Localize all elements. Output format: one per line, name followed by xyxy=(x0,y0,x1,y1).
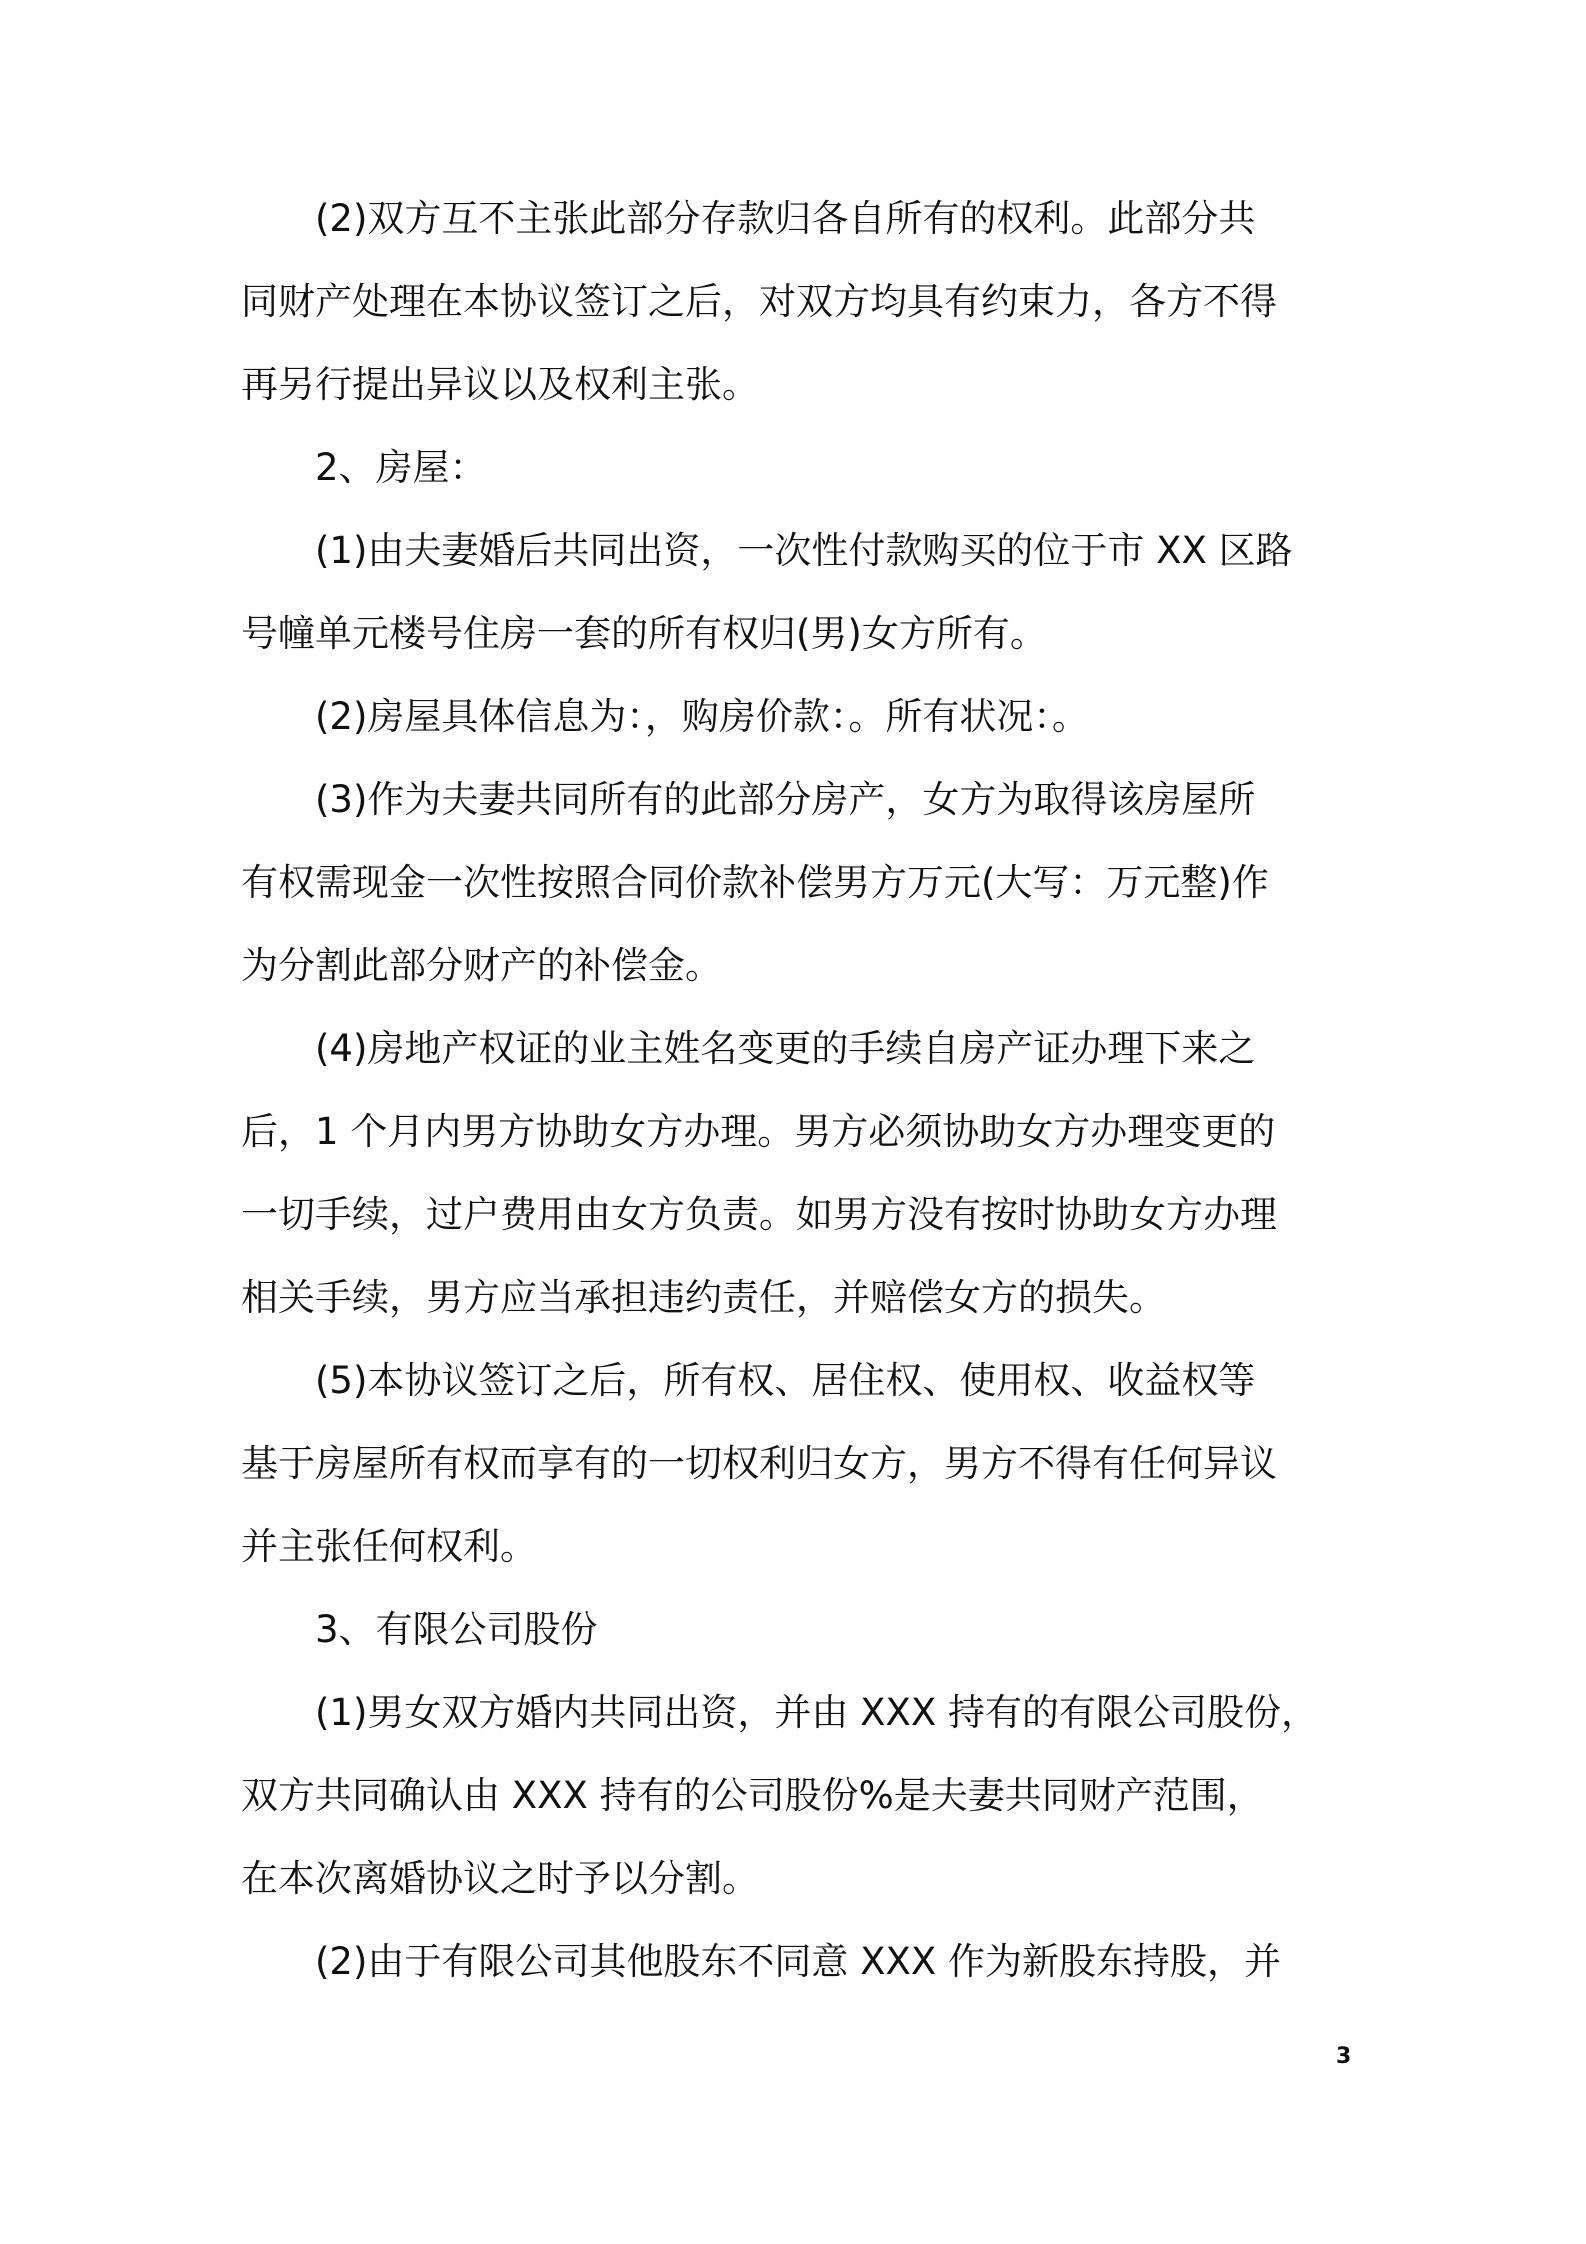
text-line: 基于房屋所有权而享有的一切权利归女方，男方不得有任何异议 xyxy=(241,1442,1277,1485)
text-line: (3)作为夫妻共同所有的此部分房产，女方为取得该房屋所 xyxy=(241,778,1256,821)
text-line: 为分割此部分财产的补偿金。 xyxy=(241,944,722,987)
text-line: (2)由于有限公司其他股东不同意 XXX 作为新股东持股，并 xyxy=(241,1940,1281,1983)
text-line: 双方共同确认由 XXX 持有的公司股份%是夫妻共同财产范围， xyxy=(241,1774,1264,1817)
section-heading: 3、有限公司股份 xyxy=(241,1608,598,1651)
text-line: 并主张任何权利。 xyxy=(241,1525,537,1568)
text-line: 一切手续，过户费用由女方负责。如男方没有按时协助女方办理 xyxy=(241,1193,1277,1236)
page-number: 3 xyxy=(1336,2044,1352,2069)
text-line: 有权需现金一次性按照合同价款补偿男方万元(大写：万元整)作 xyxy=(241,861,1269,904)
section-heading: 2、房屋： xyxy=(241,446,487,489)
text-line: (1)由夫妻婚后共同出资，一次性付款购买的位于市 XX 区路 xyxy=(241,529,1293,572)
text-line: 同财产处理在本协议签订之后，对双方均具有约束力，各方不得 xyxy=(241,280,1277,323)
text-line: (5)本协议签订之后，所有权、居住权、使用权、收益权等 xyxy=(241,1359,1256,1402)
text-line: (4)房地产权证的业主姓名变更的手续自房产证办理下来之 xyxy=(241,1027,1256,1070)
text-line: 再另行提出异议以及权利主张。 xyxy=(241,363,759,406)
text-line: 后，1 个月内男方协助女方办理。男方必须协助女方办理变更的 xyxy=(241,1110,1276,1153)
text-line: 相关手续，男方应当承担违约责任，并赔偿女方的损失。 xyxy=(241,1276,1166,1319)
text-line: 在本次离婚协议之时予以分割。 xyxy=(241,1857,759,1900)
text-line: (2)房屋具体信息为：，购房价款：。所有状况：。 xyxy=(241,695,1089,738)
text-line: 号幢单元楼号住房一套的所有权归(男)女方所有。 xyxy=(241,612,1047,655)
text-line: (2)双方互不主张此部分存款归各自所有的权利。此部分共 xyxy=(241,197,1256,240)
text-line: (1)男女双方婚内共同出资，并由 XXX 持有的有限公司股份， xyxy=(241,1691,1318,1734)
